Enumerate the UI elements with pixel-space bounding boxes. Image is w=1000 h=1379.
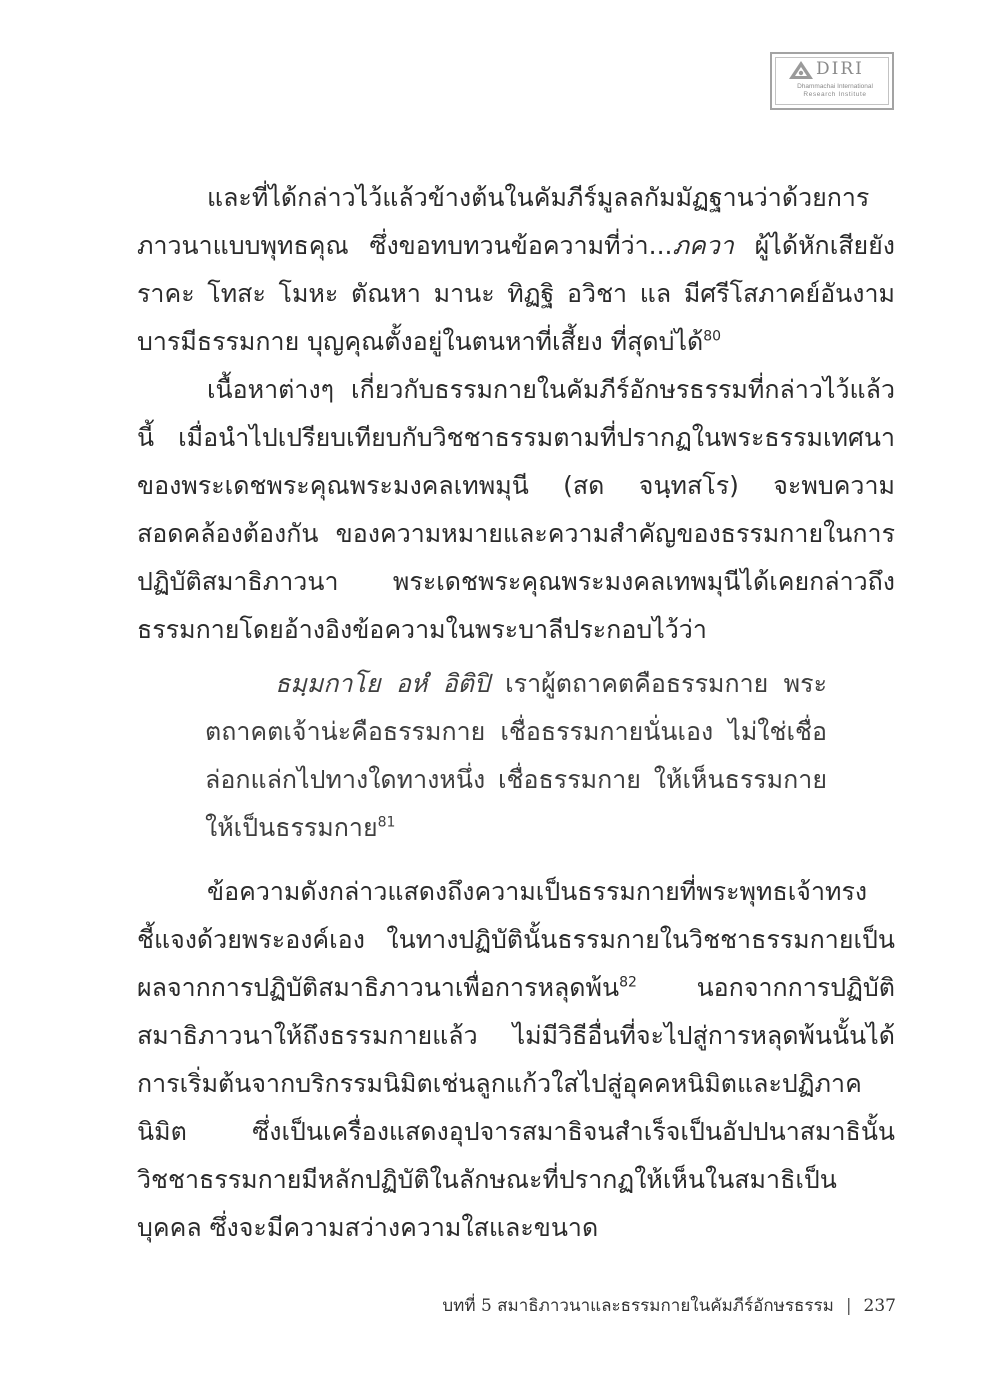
paragraph-4: ข้อความดังกล่าวแสดงถึงความเป็นธรรมกายที่พระพุทธเจ้าทรงชี้แจงด้วยพระองค์เอง ในทางปฏิบัตินั้นธรรมกายในวิชชาธรรมกายเป็นผลจากการปฏิบัติสมาธิภาวนาเพื่อการหลุดพ้น$^{82}$ นอกจากการปฏิบัติสมาธิภาวนาให้ถึงธรรมกายแล้ว ไม่มีวิธีอื่นที่จะไปสู่การหลุดพ้นนั้นได้ การเริ่มต้นจากบริกรรมนิมิตเช่นลูกแก้วใสไปสู่อุคคหนิมิตและปฏิภาคนิมิต ซึ่งเป็นเครื่องแสดงอุปจารสมาธิจนสำเร็จเป็นอัปปนาสมาธินั้น วิชชาธรรมกายมีหลักปฏิบัติในลักษณะที่ปรากฏให้เห็นในสมาธิเป็นบุคคล ซึ่งจะมีความสว่างความใสและขนาด (137, 877, 895, 1242)
page-number: 237 (863, 1296, 896, 1316)
footnote-ref-82[interactable]: 82 (619, 974, 637, 991)
chapter-title: บทที่ 5 สมาธิภาวนาและธรรมกายในคัมภีร์อักษรธรรม (442, 1296, 834, 1316)
footnote-ref-81[interactable]: 81 (377, 814, 396, 831)
logo-subtitle-line1: Dhammachai International (797, 83, 873, 90)
paragraph-2: เนื้อหาต่างๆ เกี่ยวกับธรรมกายในคัมภีร์อักษรธรรมที่กล่าวไว้แล้วนี้ เมื่อนำไปเปรียบเทียบกับวิชชาธรรมตามที่ปรากฏในพระธรรมเทศนาของพระเดชพระคุณพระมงคลเทพมุนี (สด จนฺทสโร) จะพบความสอดคล้องต้องกัน ของความหมายและความสำคัญของธรรมกายในการปฏิบัติสมาธิภาวนา พระเดชพระคุณพระมงคลเทพมุนีได้เคยกล่าวถึงธรรมกายโดยอ้างอิงข้อความในพระบาลีประกอบไว้ว่า (137, 375, 895, 644)
paragraph-1: และที่ได้กล่าวไว้แล้วข้างต้นในคัมภีร์มูลลกัมมัฏฐานว่าด้วยการภาวนาแบบพุทธคุณ ซึ่งขอทบทวนข้อความที่ว่า...ภควา ผู้ได้หักเสียยังราคะ โทสะ โมหะ ตัณหา มานะ ทิฏฐิ อวิชา แล มีศรีโสภาคย์อันงาม บารมีธรรมกาย บุญคุณตั้งอยู่ในตนหาที่เสี้ยง ที่สุดบ่ได้$^{80}$ (137, 183, 895, 356)
italic-term: ภควา (672, 231, 734, 260)
logo-name: DIRI (816, 59, 864, 79)
page-footer (442, 1292, 896, 1319)
diri-logo (770, 52, 894, 110)
footnote-ref-80[interactable]: 80 (703, 328, 722, 345)
logo-subtitle-line2: Research Institute (803, 91, 867, 98)
triangle-emblem-icon (788, 60, 814, 80)
block-quote: ธมฺมกาโย อหํ อิติปิ เราผู้ตถาคตคือธรรมกาย พระตถาคตเจ้าน่ะคือธรรมกาย เชื่อธรรมกายนั่นเอง ไม่ใช่เชื่อล่อกแล่กไปทางใดทางหนึ่ง เชื่อธรรมกาย ให้เห็นธรรมกาย ให้เป็นธรรมกาย$^{81}$ (205, 669, 827, 842)
pali-quote: ธมฺมกาโย อหํ อิติปิ (275, 669, 490, 698)
footer-separator: | (845, 1296, 852, 1316)
